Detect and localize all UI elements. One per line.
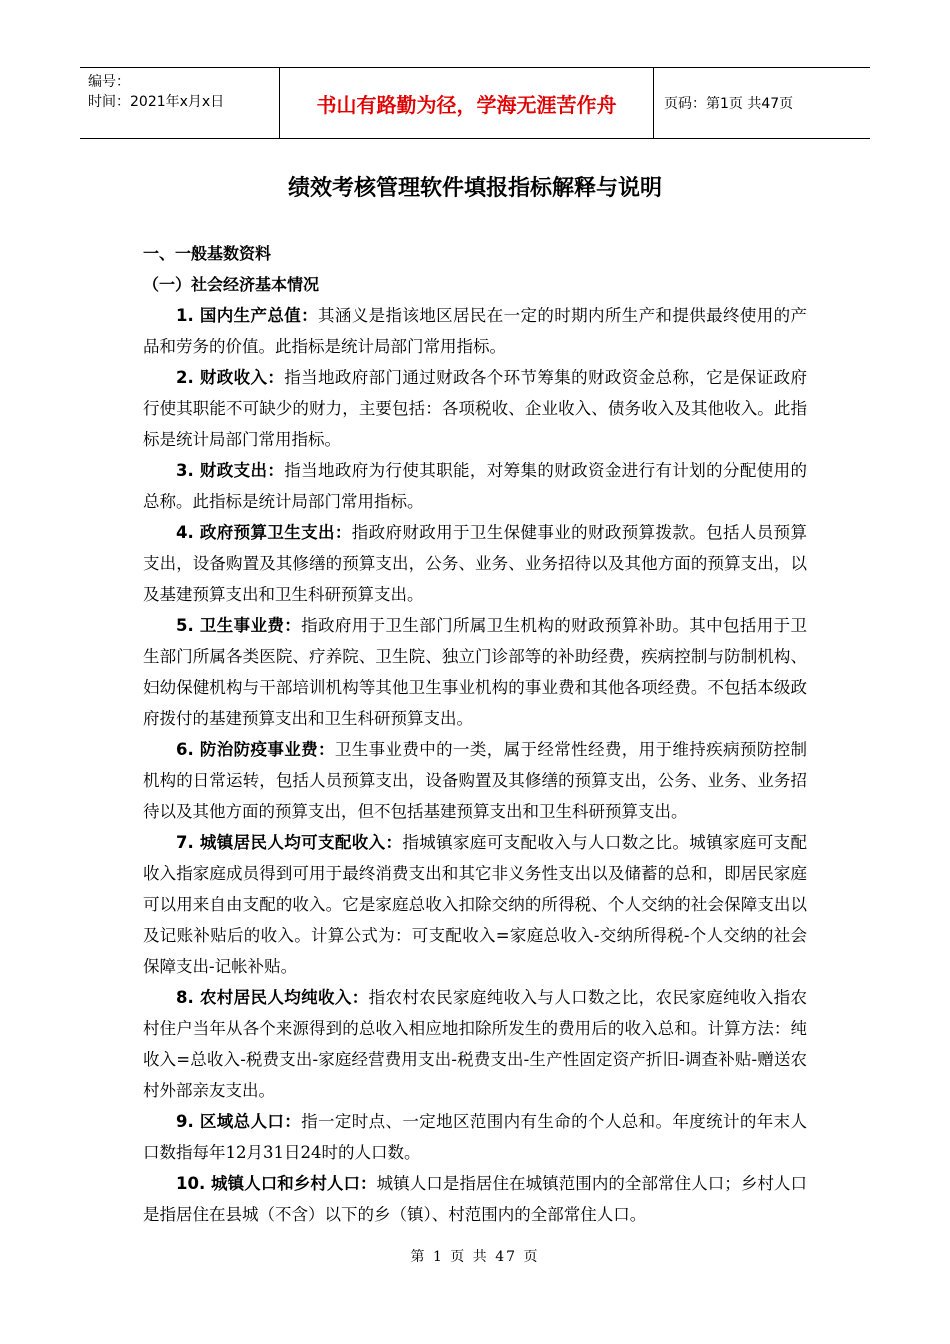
date-label: 时间：2021年x月x日 [88, 94, 225, 110]
header-page-label: 页码：第1页 共47页 [664, 96, 794, 112]
item-text: 指政府用于卫生部门所属卫生机构的财政预算补助。其中包括用于卫生部门所属各类医院、疗养院、卫生院、独立门诊部等的补助经费，疾病控制与防制机构、妇幼保健机构与干部培训机构等其他卫生事业机构的事业费和其他各项经费。不包括本级政府拨付的基建预算支出和卫生科研预算支出。 [143, 616, 807, 728]
item-text: 指当地政府为行使其职能，对筹集的财政资金进行有计划的分配使用的总称。此指标是统计局部门常用指标。 [143, 461, 807, 511]
number-label: 编号： [88, 74, 130, 90]
paragraph-item [143, 982, 807, 1106]
item-term: 9. 区域总人口： [176, 1112, 302, 1131]
page-footer: 第 1 页 共 47 页 [410, 1249, 540, 1265]
paragraph-item [143, 734, 807, 827]
paragraph-item [143, 1168, 807, 1230]
item-term: 6. 防治防疫事业费： [176, 740, 335, 759]
item-term: 8. 农村居民人均纯收入： [176, 988, 369, 1007]
paragraph-item [143, 362, 807, 455]
item-term: 7. 城镇居民人均可支配收入： [176, 833, 403, 852]
item-text: 指城镇家庭可支配收入与人口数之比。城镇家庭可支配收入指家庭成员得到可用于最终消费支出和其它非义务性支出以及储蓄的总和，即居民家庭可以用来自由支配的收入。它是家庭总收入扣除交纳的所得税、个人交纳的社会保障支出以及记账补贴后的收入。计算公式为：可支配收入=家庭总收入-交纳所得税-个人交纳的社会保障支出-记帐补贴。 [143, 833, 807, 976]
item-text: 指当地政府部门通过财政各个环节筹集的财政资金总称，它是保证政府行使其职能不可缺少的财力，主要包括：各项税收、企业收入、债务收入及其他收入。此指标是统计局部门常用指标。 [143, 368, 807, 449]
paragraph-item [143, 517, 807, 610]
item-text: 其涵义是指该地区居民在一定的时期内所生产和提供最终使用的产品和劳务的价值。此指标是统计局部门常用指标。 [143, 306, 807, 356]
item-text: 指农村农民家庭纯收入与人口数之比，农民家庭纯收入指农村住户当年从各个来源得到的总收入相应地扣除所发生的费用后的收入总和。计算方法：纯收入=总收入-税费支出-家庭经营费用支出-税费支出-生产性固定资产折旧-调查补贴-赠送农村外部亲友支出。 [143, 988, 807, 1100]
page-header [80, 67, 870, 139]
header-motto: 书山有路勤为径，学海无涯苦作舟 [280, 68, 654, 138]
item-text: 城镇人口是指居住在城镇范围内的全部常住人口；乡村人口是指居住在县城（不含）以下的乡（镇）、村范围内的全部常住人口。 [143, 1174, 807, 1224]
item-term: 2. 财政收入： [176, 368, 285, 387]
paragraph-item [143, 1106, 807, 1168]
paragraph-item [143, 455, 807, 517]
header-meta [80, 68, 280, 138]
item-term: 5. 卫生事业费： [176, 616, 302, 635]
item-term: 10. 城镇人口和乡村人口： [176, 1174, 377, 1193]
item-text: 指政府财政用于卫生保健事业的财政预算拨款。包括人员预算支出，设备购置及其修缮的预算支出，公务、业务、业务招待以及其他方面的预算支出，以及基建预算支出和卫生科研预算支出。 [143, 523, 807, 604]
item-text: 指一定时点、一定地区范围内有生命的个人总和。年度统计的年末人口数指每年12月31日24时的人口数。 [143, 1112, 807, 1162]
subsection-heading: （一）社会经济基本情况 [143, 275, 320, 294]
item-text: 卫生事业费中的一类，属于经常性经费，用于维持疾病预防控制机构的日常运转，包括人员预算支出，设备购置及其修缮的预算支出，公务、业务、业务招待以及其他方面的预算支出，但不包括基建预算支出和卫生科研预算支出。 [143, 740, 807, 821]
item-term: 4. 政府预算卫生支出： [176, 523, 352, 542]
paragraph-item [143, 827, 807, 982]
document-title: 绩效考核管理软件填报指标解释与说明 [287, 176, 662, 201]
section-heading: 一、一般基数资料 [143, 244, 272, 263]
document-body [143, 238, 807, 1230]
item-term: 3. 财政支出： [176, 461, 285, 480]
paragraph-item [143, 610, 807, 734]
item-term: 1. 国内生产总值： [176, 306, 318, 325]
paragraph-item [143, 300, 807, 362]
